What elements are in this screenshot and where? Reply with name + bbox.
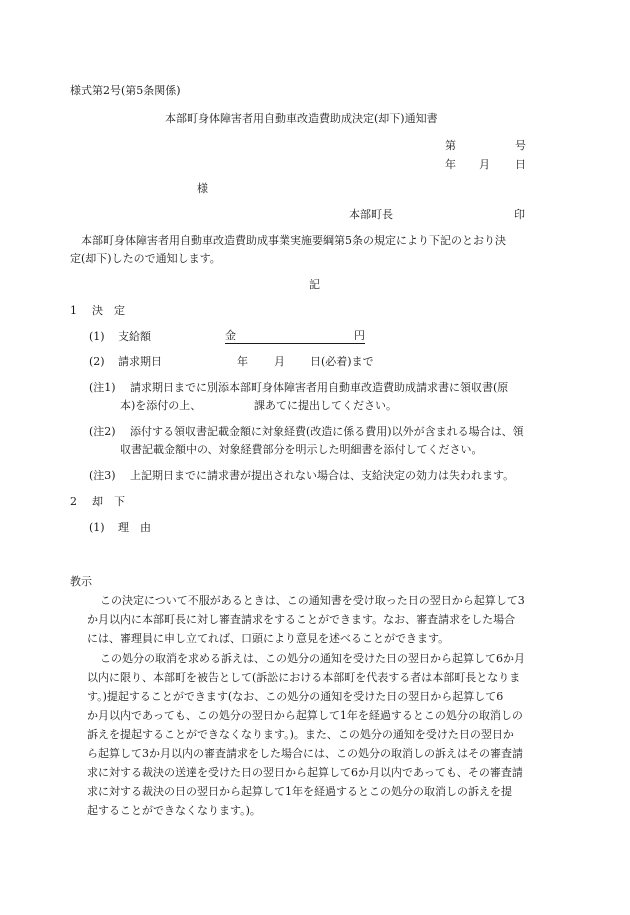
kyoji-p2-line: か月以内であっても、この処分の翌日から起算して1年を経過するとこの処分の取消しの — [87, 709, 523, 722]
number-dai: 第 — [445, 139, 456, 152]
note1-line-1: 請求期日までに別添本部町身体障害者用自動車改造費助成請求書に領収書(原 — [130, 381, 509, 394]
claim-deadline-label: 請求期日 — [118, 355, 162, 368]
deadline-day: 日(必着)まで — [310, 355, 374, 368]
item1-number: (1) — [89, 330, 105, 343]
deadline-month: 月 — [274, 355, 285, 368]
payment-amount-field — [225, 328, 365, 344]
note1-number: (注1) — [89, 381, 116, 394]
section2-title: 却 下 — [92, 495, 125, 508]
date-month: 月 — [479, 158, 490, 171]
kyoji-p1-line: この決定について不服があるときは、この通知書を受け取った日の翌日から起算して3 — [100, 594, 525, 607]
note3-line-1: 上記期日までに請求書が提出されない場合は、支給決定の効力は失われます。 — [130, 469, 515, 482]
intro-line-2: 定(却下)したので通知します。 — [70, 252, 221, 265]
kin-label: 金 — [225, 329, 236, 342]
section2-number: 2 — [70, 495, 77, 508]
ki-heading: 記 — [309, 278, 320, 291]
date-year: 年 — [445, 158, 456, 171]
note2-line-2: 収書記載金額中の、対象経費部分を明示した明細書を添付してください。 — [120, 443, 483, 456]
kyoji-p2-line: す。)提起することができます(なお、この処分の通知を受けた日の翌日から起算して6 — [87, 690, 504, 703]
note2-line-1: 添付する領収書記載金額に対象経費(改造に係る費用)以外が含まれる場合は、領 — [130, 425, 524, 438]
kyoji-p2-line: この処分の取消を求める訴えは、この処分の通知を受けた日の翌日から起算して6か月 — [100, 652, 525, 665]
note1-line-2b: 課あてに提出してください。 — [254, 399, 397, 412]
deadline-year: 年 — [237, 355, 248, 368]
form-label: 様式第2号(第5条関係) — [70, 84, 181, 97]
document-title: 本部町身体障害者用自動車改造費助成決定(却下)通知書 — [165, 112, 438, 125]
kyoji-p2-line: 起することができなくなります。)。 — [87, 804, 261, 817]
section1-number: 1 — [70, 304, 77, 317]
issuer-name: 本部町長 — [349, 208, 393, 221]
recipient-sama: 様 — [197, 182, 208, 195]
item2-number: (2) — [89, 355, 105, 368]
date-day: 日 — [515, 158, 526, 171]
note2-number: (注2) — [89, 425, 116, 438]
payment-amount-label: 支給額 — [118, 330, 151, 343]
section2-item1-number: (1) — [89, 521, 105, 534]
kyoji-p2-line: 以内に限り、本部町を被告として(訴訟における本部町を代表する者は本部町長となりま — [87, 671, 521, 684]
note3-number: (注3) — [89, 469, 116, 482]
section1-title: 決 定 — [92, 304, 125, 317]
kyoji-p2-line: 求に対する裁決の日の翌日から起算して1年を経過するとこの処分の取消しの訴えを提 — [87, 785, 512, 798]
intro-line-1: 本部町身体障害者用自動車改造費助成事業実施要綱第5条の規定により下記のとおり決 — [81, 234, 506, 247]
kyoji-p1-line: か月以内に本部町長に対し審査請求をすることができます。なお、審査請求をした場合 — [87, 613, 516, 626]
kyoji-p2-line: 求に対する裁決の送達を受けた日の翌日から起算して6か月以内であっても、その審査請 — [87, 766, 523, 779]
kyoji-p2-line: ら起算して3か月以内の審査請求をした場合には、この処分の取消しの訴えはその審査請 — [87, 747, 523, 760]
number-go: 号 — [515, 139, 526, 152]
reason-label: 理 由 — [118, 521, 151, 534]
seal-mark: 印 — [514, 208, 525, 221]
kyoji-p2-line: 訴えを提起することができなくなります。)。また、この処分の通知を受けた日の翌日か — [87, 728, 514, 741]
note1-line-2a: 本)を添付の上、 — [120, 399, 202, 412]
en-label: 円 — [354, 329, 365, 342]
kyoji-heading: 教示 — [70, 575, 92, 588]
kyoji-p1-line: には、審理員に申し立てれば、口頭により意見を述べることができます。 — [87, 632, 450, 645]
